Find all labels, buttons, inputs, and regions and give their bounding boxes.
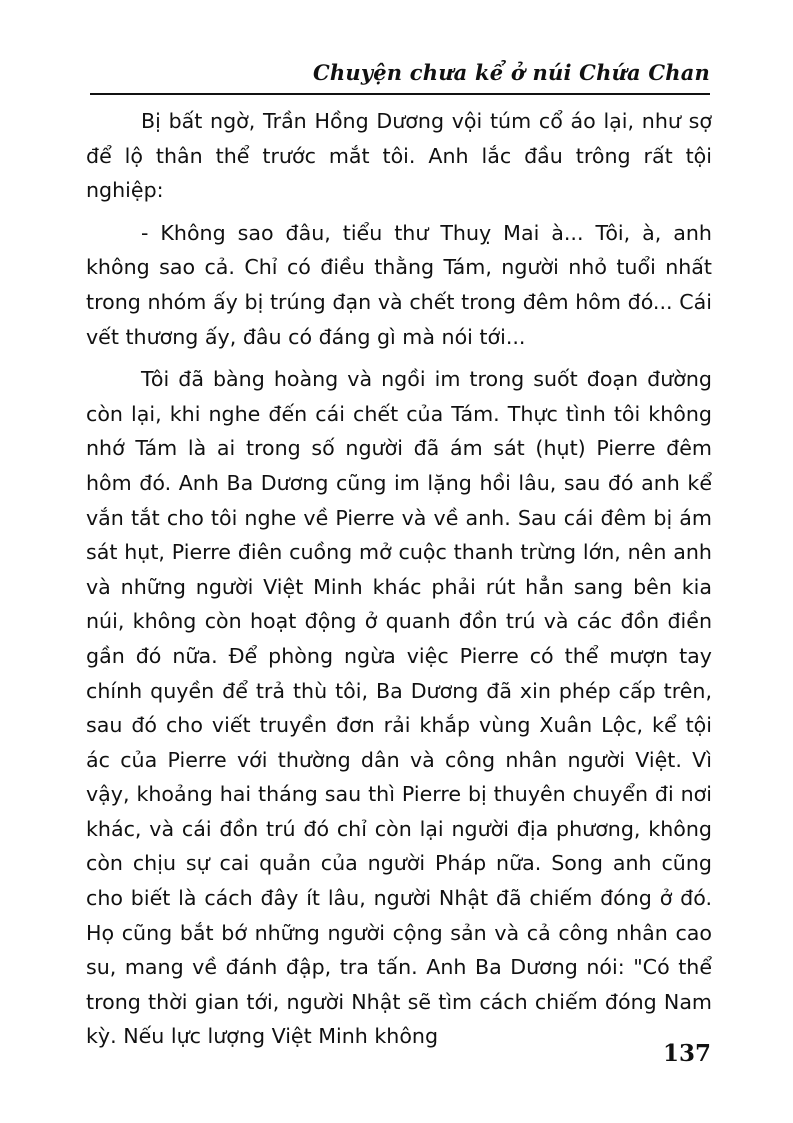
header-rule xyxy=(90,93,710,95)
paragraph-1: Bị bất ngờ, Trần Hồng Dương vội túm cổ áo lại, như sợ để lộ thân thể trước mắt tôi. Anh lắc đầu trông rất tội nghiệp: xyxy=(86,109,712,203)
running-header-title: Chuyện chưa kể ở núi Chứa Chan xyxy=(312,60,710,85)
body-text xyxy=(86,104,712,1054)
page-number: 137 xyxy=(662,1040,711,1067)
paragraph-3: Tôi đã bàng hoàng và ngồi im trong suốt đoạn đường còn lại, khi nghe đến cái chết của Tám. Thực tình tôi không nhớ Tám là ai trong số người đã ám sát (hụt) Pierre đêm hôm đó. Anh Ba Dương cũng im lặng hồi lâu, sau đó anh kể vắn tắt cho tôi nghe về Pierre và về anh. Sau cái đêm bị ám sát hụt, Pierre điên cuồng mở cuộc thanh trừng lớn, nên anh và những người Việt Minh khác phải rút hẳn sang bên kia núi, không còn hoạt động ở quanh đồn trú và các đồn điền gần đó nữa. Để phòng ngừa việc Pierre có thể mượn tay chính quyền để trả thù tôi, Ba Dương đã xin phép cấp trên, sau đó cho viết truyền đơn rải khắp vùng Xuân Lộc, kể tội ác của Pierre với thường dân và công nhân người Việt. Vì vậy, khoảng hai tháng sau thì Pierre bị thuyên chuyển đi nơi khác, và cái đồn trú đó chỉ còn lại người địa phương, không còn chịu sự cai quản của người Pháp nữa. Song anh cũng cho biết là cách đây ít lâu, người Nhật đã chiếm đóng ở đó. Họ cũng bắt bớ những người cộng sản và cả công nhân cao su, mang về đánh đập, tra tấn. Anh Ba Dương nói: "Có thể trong thời gian tới, người Nhật sẽ tìm cách chiếm đóng Nam kỳ. Nếu lực lượng Việt Minh không xyxy=(86,367,712,1049)
paragraph-2: - Không sao đâu, tiểu thư Thuỵ Mai à... Tôi, à, anh không sao cả. Chỉ có điều thằng Tám, người nhỏ tuổi nhất trong nhóm ấy bị trúng đạn và chết trong đêm hôm đó... Cái vết thương ấy, đâu có đáng gì mà nói tới... xyxy=(86,220,712,349)
